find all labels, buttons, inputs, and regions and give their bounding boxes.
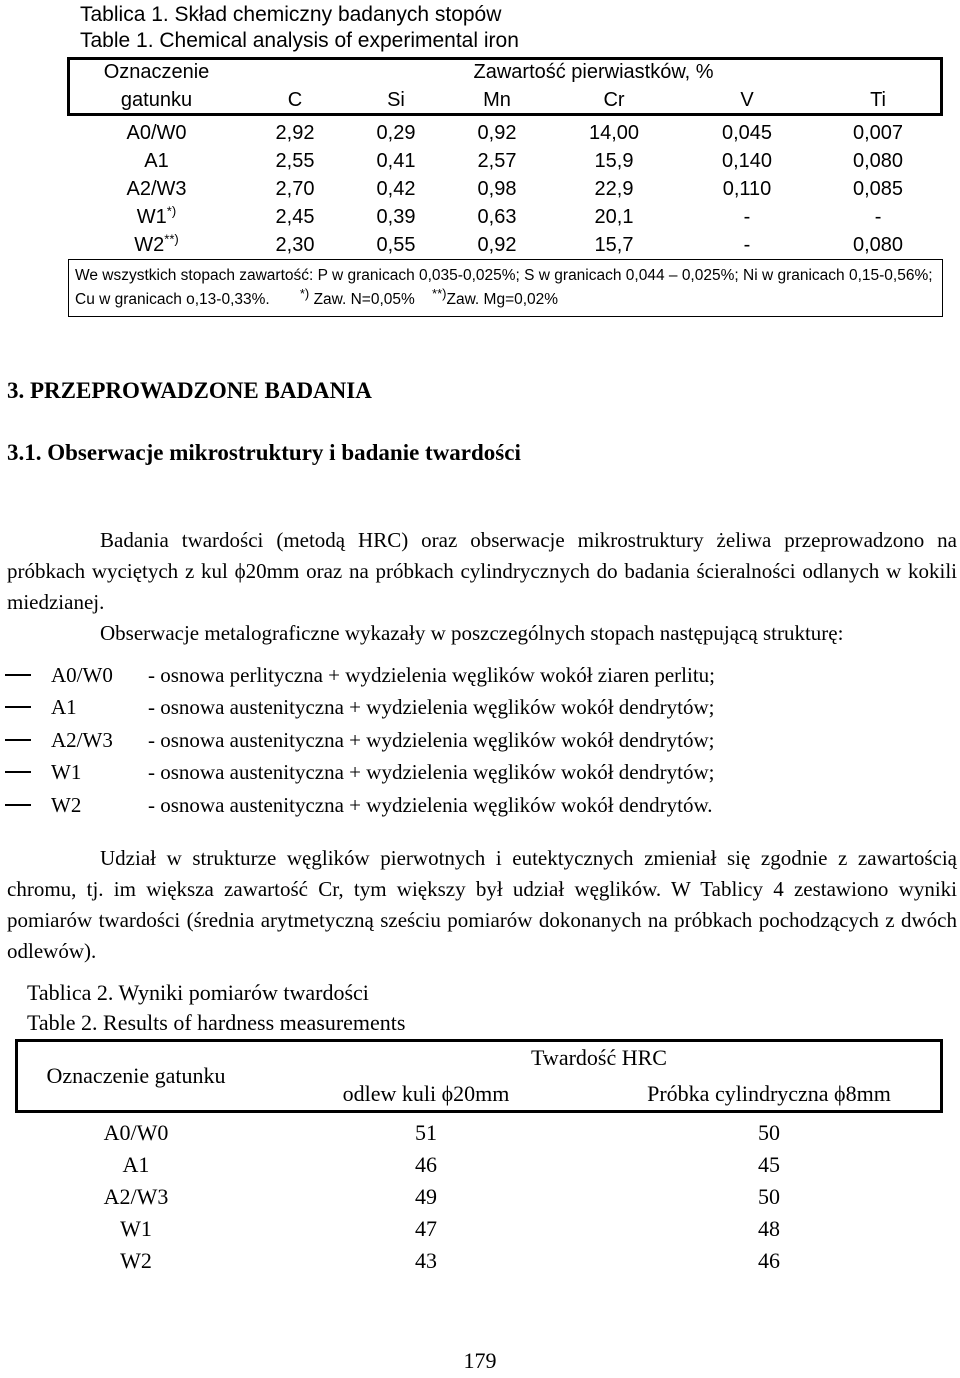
- page-number: 179: [463, 1348, 497, 1373]
- table2-cell: 43: [415, 1248, 437, 1273]
- list-item: A2/W3 - osnowa austenityczna + wydzielenia węglików wokół dendrytów;: [5, 725, 955, 756]
- table1-header-element: C: [245, 86, 346, 115]
- table1-cell: 0,63: [477, 206, 517, 228]
- table1-cell: 2,30: [275, 234, 315, 256]
- table2-cell: 47: [415, 1216, 437, 1241]
- table1-grade: W2**): [134, 231, 179, 256]
- table1-cell: 0,55: [376, 234, 416, 256]
- paragraph-1: Badania twardości (metodą HRC) oraz obserwacje mikrostruktury żeliwa przeprowadzono na próbkach wyciętych z kul ϕ20mm oraz na próbkach cylindrycznych do badania ścieralności odlanych w kokili miedzianej.: [7, 528, 957, 614]
- table1-caption-pl: Tablica 1. Skład chemiczny badanych stopów: [80, 3, 502, 26]
- table1-cell: -: [743, 206, 751, 228]
- table2-cell: 48: [758, 1216, 780, 1241]
- table-row: [69, 203, 943, 231]
- table-row: [69, 231, 943, 260]
- table1-cell: 0,007: [853, 122, 904, 144]
- table2-grade: W1: [120, 1216, 152, 1241]
- table1-cell: 0,92: [477, 234, 517, 256]
- table1-footnote: We wszystkich stopach zawartość: P w granicach 0,035-0,025%; S w granicach 0,044 – 0,025%; Ni w granicach 0,15-0,56%; Cu w granicach o,13-0,33%. *) Zaw. N=0,05% **)Zaw. Mg=0,02%: [69, 260, 943, 317]
- table1-cell: 0,98: [477, 178, 517, 200]
- list-item: W2 - osnowa austenityczna + wydzielenia węglików wokół dendrytów.: [5, 790, 955, 821]
- table1-cell: 0,110: [722, 178, 772, 200]
- table1-cell: 20,1: [594, 206, 634, 228]
- list-item: A0/W0 - osnowa perlityczna + wydzielenia węglików wokół ziaren perlitu;: [5, 660, 955, 691]
- table1-header-grade-2: gatunku: [69, 86, 245, 115]
- table1-cell: -: [874, 206, 882, 228]
- table2-grade: W2: [120, 1248, 152, 1273]
- table-row: [69, 119, 943, 147]
- table1-header-element: V: [681, 86, 814, 115]
- paragraph-3: Udział w strukturze węglików pierwotnych i eutektycznych zmieniał się zgodnie z zawartością chromu, tj. im większa zawartość Cr, tym większy był udział węglików. W Tablicy 4 zestawiono wyniki pomiarów twardości (średnia arytmetyczną sześciu pomiarów dokonanych na próbkach pochodzących z dwóch odlewów).: [7, 846, 957, 963]
- table2-caption-pl: Tablica 2. Wyniki pomiarów twardości: [27, 980, 369, 1005]
- table1-header-element: Cr: [548, 86, 681, 115]
- table1-cell: 0,92: [477, 122, 517, 144]
- table1-cell: 2,70: [275, 178, 315, 200]
- table2-cell: 45: [758, 1152, 780, 1177]
- table-row: [16, 1181, 942, 1213]
- table-row: [69, 175, 943, 203]
- table1-cell: 2,45: [275, 206, 315, 228]
- section-heading: 3. PRZEPROWADZONE BADANIA: [7, 378, 372, 403]
- table-row: [16, 1117, 942, 1149]
- table2-cell: 46: [415, 1152, 437, 1177]
- table2-caption-en: Table 2. Results of hardness measurements: [27, 1010, 406, 1035]
- dash-bullet: [5, 739, 31, 741]
- table2-grade: A0/W0: [103, 1120, 169, 1145]
- table2-cell: 50: [758, 1120, 780, 1145]
- table1-cell: 0,39: [376, 206, 416, 228]
- dash-bullet: [5, 804, 31, 806]
- table1-cell: 15,9: [594, 150, 634, 172]
- table2: [16, 1040, 942, 1277]
- paragraph-2: Obserwacje metalograficzne wykazały w poszczególnych stopach następującą strukturę:: [100, 621, 844, 645]
- dash-bullet: [5, 674, 31, 676]
- table1-cell: 0,41: [376, 150, 416, 172]
- table2-grade: A1: [122, 1152, 150, 1177]
- table1-cell: 0,085: [853, 178, 904, 200]
- subsection-heading: 3.1. Obserwacje mikrostruktury i badanie twardości: [7, 440, 521, 465]
- table2-cell: 46: [758, 1248, 780, 1273]
- dash-bullet: [5, 706, 31, 708]
- table2-grade: A2/W3: [103, 1184, 169, 1209]
- table1-grade: A0/W0: [126, 122, 187, 144]
- table1-cell: 14,00: [588, 122, 640, 144]
- table-row: [69, 147, 943, 175]
- table1-cell: 2,57: [477, 150, 517, 172]
- table1-cell: 0,29: [376, 122, 416, 144]
- table2-header-col1: odlew kuli ϕ20mm: [256, 1076, 596, 1113]
- table1-header-content: Zawartość pierwiastków, %: [473, 61, 714, 83]
- table1-cell: 22,9: [594, 178, 634, 200]
- table-row: [16, 1149, 942, 1181]
- table2-cell: 49: [415, 1184, 437, 1209]
- list-item: A1 - osnowa austenityczna + wydzielenia węglików wokół dendrytów;: [5, 692, 955, 723]
- list-item: W1 - osnowa austenityczna + wydzielenia węglików wokół dendrytów;: [5, 757, 955, 788]
- table1-cell: 2,55: [275, 150, 315, 172]
- table1-cell: 0,080: [853, 150, 904, 172]
- table1-header-element: Si: [346, 86, 447, 115]
- table2-header-hardness: Twardość HRC: [531, 1045, 667, 1070]
- table-row: [16, 1245, 942, 1277]
- table1-cell: 2,92: [275, 122, 315, 144]
- table1-cell: 0,140: [721, 150, 773, 172]
- table2-header-col2: Próbka cylindryczna ϕ8mm: [596, 1076, 942, 1113]
- table2-header-grade: Oznaczenie gatunku: [16, 1040, 256, 1113]
- table1-header-element: Mn: [447, 86, 548, 115]
- table1-cell: 0,045: [721, 122, 773, 144]
- table1-header-grade: Oznaczenie: [103, 61, 210, 83]
- table1-grade: W1*): [136, 203, 177, 228]
- table1-grade: A1: [144, 150, 169, 172]
- table1-header-element: Ti: [814, 86, 943, 115]
- table1: [68, 58, 943, 317]
- table1-grade: A2/W3: [126, 178, 187, 200]
- table1-cell: 0,42: [376, 178, 416, 200]
- table1-cell: 0,080: [853, 234, 904, 256]
- table1-cell: -: [743, 234, 751, 256]
- table2-cell: 51: [415, 1120, 437, 1145]
- table2-cell: 50: [758, 1184, 780, 1209]
- table1-caption-en: Table 1. Chemical analysis of experimental iron: [80, 29, 519, 52]
- dash-bullet: [5, 771, 31, 773]
- table-row: [16, 1213, 942, 1245]
- table1-cell: 15,7: [594, 234, 634, 256]
